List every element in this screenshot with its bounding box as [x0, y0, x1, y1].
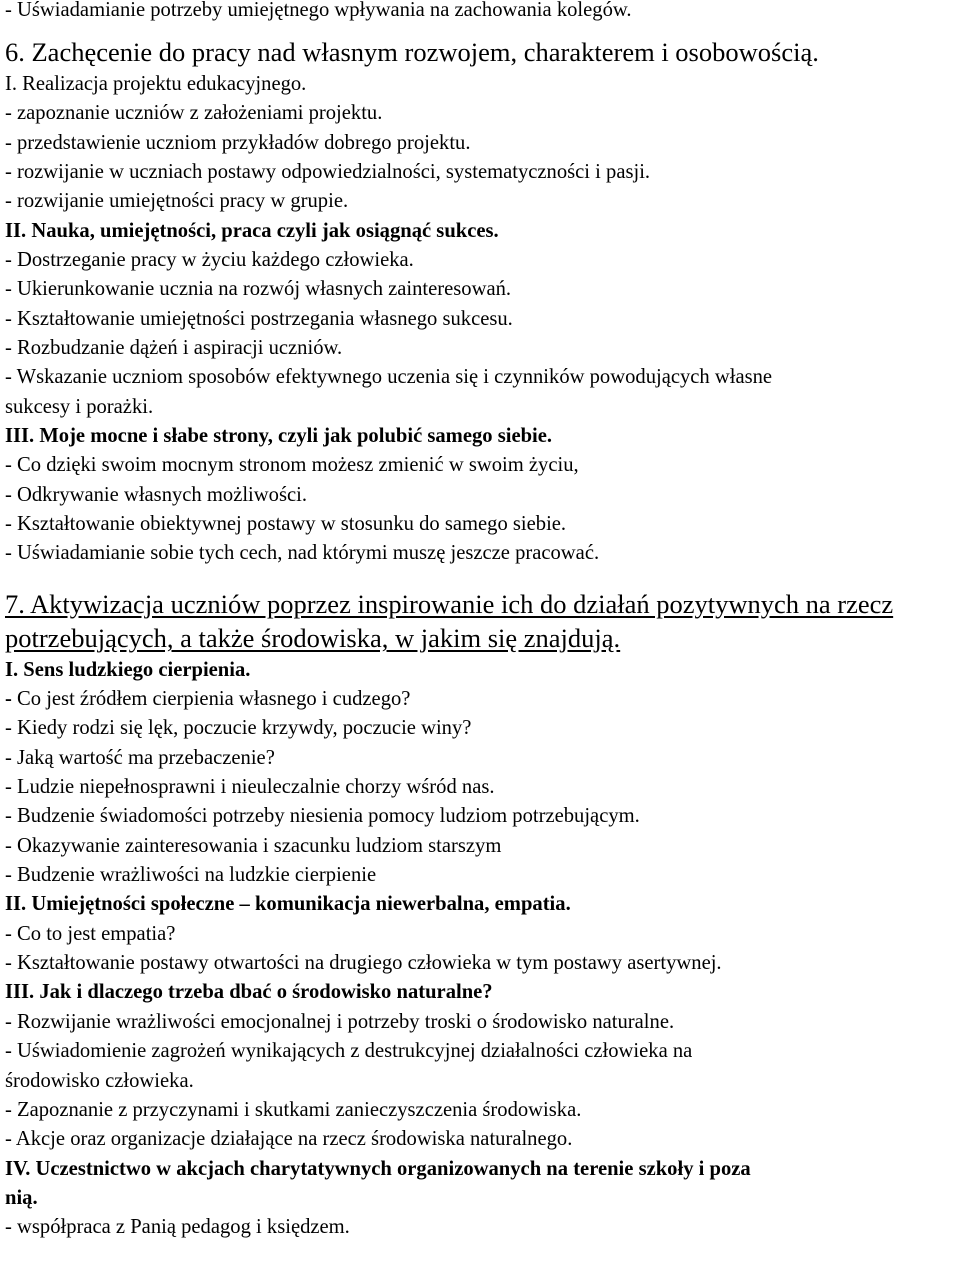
list-item: - Budzenie wrażliwości na ludzkie cierpienie: [5, 864, 377, 887]
section-7-heading-text: 7. Aktywizacja uczniów poprzez inspirowanie ich do działań pozytywnych na rzecz potrzebujących, a także środowiska, w jakim się znajdują.: [5, 588, 894, 654]
subsection-heading: I. Sens ludzkiego cierpienia.: [5, 658, 251, 681]
section-7-heading: [5, 587, 957, 656]
section-6-heading: [5, 35, 957, 70]
list-item: - Kształtowanie obiektywnej postawy w stosunku do samego siebie.: [5, 513, 567, 535]
list-item: - Akcje oraz organizacje działające na rzecz środowiska naturalnego.: [5, 1128, 573, 1151]
list-item: - Dostrzeganie pracy w życiu każdego człowieka.: [5, 248, 414, 271]
list-item: środowisko człowieka.: [5, 1069, 194, 1092]
list-item: - zapoznanie uczniów z założeniami projektu.: [5, 102, 383, 125]
subsection-heading: III. Moje mocne i słabe strony, czyli jak polubić samego siebie.: [5, 424, 553, 447]
list-item: - Co to jest empatia?: [5, 922, 176, 945]
text-block-section-6: [5, 70, 957, 569]
list-item: - Okazywanie zainteresowania i szacunku ludziom starszym: [5, 834, 502, 857]
list-item: - współpraca z Panią pedagog i księdzem.: [5, 1216, 350, 1239]
list-item: - Kształtowanie umiejętności postrzegania własnego sukcesu.: [5, 307, 513, 330]
list-item: - Zapoznanie z przyczynami i skutkami zanieczyszczenia środowiska.: [5, 1098, 582, 1121]
list-item: - Kiedy rodzi się lęk, poczucie krzywdy, poczucie winy?: [5, 717, 472, 740]
subsection-heading: II. Nauka, umiejętności, praca czyli jak osiągnąć sukces.: [5, 219, 499, 242]
text-block-section-7: [5, 656, 957, 1243]
list-item: - rozwijanie umiejętności pracy w grupie.: [5, 190, 349, 213]
subsection-heading: IV. Uczestnictwo w akcjach charytatywnych organizowanych na terenie szkoły i poza: [5, 1157, 751, 1180]
subsection-heading: nią.: [5, 1186, 38, 1209]
list-item: - Kształtowanie postawy otwartości na drugiego człowieka w tym postawy asertywnej.: [5, 952, 722, 975]
subsection-heading: III. Jak i dlaczego trzeba dbać o środowisko naturalne?: [5, 981, 493, 1004]
document-page: [5, 0, 957, 1243]
text-block-intro: [5, 0, 957, 25]
list-item: - Odkrywanie własnych możliwości.: [5, 483, 307, 506]
list-item: - Uświadomienie zagrożeń wynikających z destrukcyjnej działalności człowieka na: [5, 1040, 693, 1063]
list-item: I. Realizacja projektu edukacyjnego.: [5, 72, 307, 95]
list-item: sukcesy i porażki.: [5, 395, 154, 418]
list-item: - Rozwijanie wrażliwości emocjonalnej i potrzeby troski o środowisko naturalne.: [5, 1010, 675, 1033]
list-item: - przedstawienie uczniom przykładów dobrego projektu.: [5, 131, 471, 154]
list-item: - Co jest źródłem cierpienia własnego i cudzego?: [5, 688, 411, 711]
list-item: - Uświadamianie sobie tych cech, nad którymi muszę jeszcze pracować.: [5, 542, 600, 565]
list-item: - Ludzie niepełnosprawni i nieuleczalnie chorzy wśród nas.: [5, 776, 495, 799]
list-item: - Co dzięki swoim mocnym stronom możesz zmienić w swoim życiu,: [5, 454, 579, 477]
section-6-heading-text: 6. Zachęcenie do pracy nad własnym rozwojem, charakterem i osobowością.: [5, 37, 819, 68]
list-item: - Rozbudzanie dążeń i aspiracji uczniów.: [5, 336, 343, 359]
list-item: - Jaką wartość ma przebaczenie?: [5, 746, 275, 769]
list-item: - Uświadamianie potrzeby umiejętnego wpływania na zachowania kolegów.: [5, 0, 632, 21]
list-item: - Budzenie świadomości potrzeby niesienia pomocy ludziom potrzebującym.: [5, 805, 640, 828]
list-item: - rozwijanie w uczniach postawy odpowiedzialności, systematyczności i pasji.: [5, 160, 651, 183]
list-item: - Wskazanie uczniom sposobów efektywnego uczenia się i czynników powodujących własne: [5, 366, 773, 389]
list-item: - Ukierunkowanie ucznia na rozwój własnych zainteresowań.: [5, 278, 512, 301]
subsection-heading: II. Umiejętności społeczne – komunikacja niewerbalna, empatia.: [5, 893, 571, 916]
